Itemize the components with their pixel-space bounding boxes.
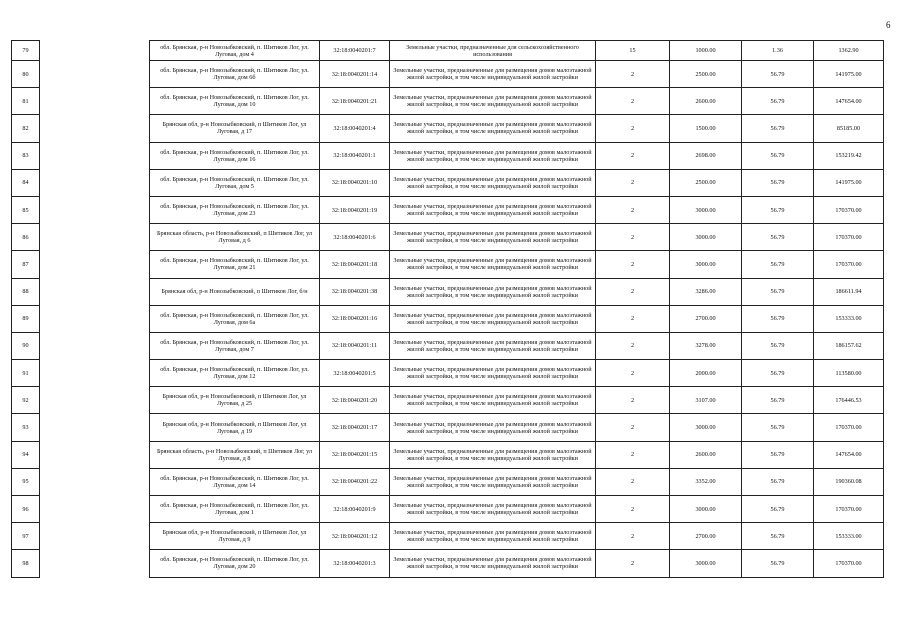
area-cell: 2600.00 [670, 441, 742, 468]
table-row [12, 468, 884, 495]
category-code-cell: 2 [596, 414, 670, 441]
category-code-cell: 2 [596, 224, 670, 251]
cadastral-value-cell: 141975.00 [814, 169, 884, 196]
cadastral-number-cell: 32:18:0040201:4 [320, 115, 390, 142]
land-use-cell: Земельные участки, предназначенные для размещения домов малоэтажной жилой застройки, в том числе индивидуальной жилой застройки [390, 387, 596, 414]
row-number-cell: 92 [12, 387, 40, 414]
rate-cell: 56.79 [742, 414, 814, 441]
row-number-cell: 82 [12, 115, 40, 142]
row-number-cell: 93 [12, 414, 40, 441]
spacer-cell [40, 224, 150, 251]
category-code-cell: 2 [596, 142, 670, 169]
cadastral-number-cell: 32:18:0040201:5 [320, 360, 390, 387]
rate-cell: 56.79 [742, 523, 814, 550]
category-code-cell: 2 [596, 360, 670, 387]
category-code-cell: 2 [596, 278, 670, 305]
cadastral-value-cell: 1362.90 [814, 41, 884, 61]
land-use-cell: Земельные участки, предназначенные для размещения домов малоэтажной жилой застройки, в том числе индивидуальной жилой застройки [390, 224, 596, 251]
address-cell: обл. Брянская, р-н Новозыбковский, п. Шитиков Лог, ул. Луговая, дом 5 [150, 169, 320, 196]
area-cell: 1500.00 [670, 115, 742, 142]
spacer-cell [40, 142, 150, 169]
table-body [12, 41, 884, 578]
category-code-cell: 2 [596, 61, 670, 88]
cadastral-number-cell: 32:18:0040201:17 [320, 414, 390, 441]
area-cell: 2500.00 [670, 169, 742, 196]
land-use-cell: Земельные участки, предназначенные для размещения домов малоэтажной жилой застройки, в том числе индивидуальной жилой застройки [390, 468, 596, 495]
spacer-cell [40, 196, 150, 223]
row-number-cell: 87 [12, 251, 40, 278]
cadastral-number-cell: 32:18:0040201:15 [320, 441, 390, 468]
cadastral-number-cell: 32:18:0040201:12 [320, 523, 390, 550]
land-use-cell: Земельные участки, предназначенные для размещения домов малоэтажной жилой застройки, в том числе индивидуальной жилой застройки [390, 88, 596, 115]
spacer-cell [40, 305, 150, 332]
land-use-cell: Земельные участки, предназначенные для размещения домов малоэтажной жилой застройки, в том числе индивидуальной жилой застройки [390, 196, 596, 223]
table-row [12, 88, 884, 115]
row-number-cell: 89 [12, 305, 40, 332]
spacer-cell [40, 468, 150, 495]
category-code-cell: 2 [596, 468, 670, 495]
spacer-cell [40, 360, 150, 387]
address-cell: Брянская область, р-н Новозыбковский, п Шитиков Лог, ул Луговая, д 6 [150, 224, 320, 251]
rate-cell: 56.79 [742, 305, 814, 332]
area-cell: 3000.00 [670, 196, 742, 223]
row-number-cell: 96 [12, 496, 40, 523]
category-code-cell: 2 [596, 169, 670, 196]
cadastral-value-cell: 85185.00 [814, 115, 884, 142]
cadastral-number-cell: 32:18:0040201:6 [320, 224, 390, 251]
page-number: 6 [886, 20, 891, 30]
rate-cell: 56.79 [742, 441, 814, 468]
rate-cell: 56.79 [742, 468, 814, 495]
area-cell: 3352.00 [670, 468, 742, 495]
spacer-cell [40, 387, 150, 414]
address-cell: Брянская обл, р-н Новозыбковский, п Шитиков Лог, ул Луговая, д 19 [150, 414, 320, 441]
rate-cell: 56.79 [742, 496, 814, 523]
rate-cell: 56.79 [742, 387, 814, 414]
table-row [12, 387, 884, 414]
cadastral-value-cell: 113580.00 [814, 360, 884, 387]
address-cell: обл. Брянская, р-н Новозыбковский, п. Шитиков Лог, ул. Луговая, дом 20 [150, 550, 320, 577]
rate-cell: 56.79 [742, 196, 814, 223]
land-use-cell: Земельные участки, предназначенные для размещения домов малоэтажной жилой застройки, в том числе индивидуальной жилой застройки [390, 251, 596, 278]
cadastral-value-cell: 153333.00 [814, 523, 884, 550]
area-cell: 2500.00 [670, 61, 742, 88]
cadastral-value-cell: 170370.00 [814, 496, 884, 523]
address-cell: обл. Брянская, р-н Новозыбковский, п. Шитиков Лог, ул. Луговая, дом 10 [150, 88, 320, 115]
cadastral-value-cell: 170370.00 [814, 224, 884, 251]
cadastral-number-cell: 32:18:0040201:38 [320, 278, 390, 305]
address-cell: обл. Брянская, р-н Новозыбковский, п. Шитиков Лог, ул. Луговая, дом 6б [150, 61, 320, 88]
category-code-cell: 2 [596, 441, 670, 468]
address-cell: обл. Брянская, р-н Новозыбковский, п. Шитиков Лог, ул. Луговая, дом 12 [150, 360, 320, 387]
cadastral-number-cell: 32:18:0040201:7 [320, 41, 390, 61]
table-row [12, 224, 884, 251]
area-cell: 2700.00 [670, 523, 742, 550]
row-number-cell: 83 [12, 142, 40, 169]
spacer-cell [40, 115, 150, 142]
area-cell: 3278.00 [670, 332, 742, 359]
table-row [12, 360, 884, 387]
land-use-cell: Земельные участки, предназначенные для размещения домов малоэтажной жилой застройки, в том числе индивидуальной жилой застройки [390, 360, 596, 387]
cadastral-value-cell: 170370.00 [814, 414, 884, 441]
cadastral-value-cell: 141975.00 [814, 61, 884, 88]
land-plots-table [11, 40, 884, 578]
area-cell: 2000.00 [670, 360, 742, 387]
address-cell: обл. Брянская, р-н Новозыбковский, п. Шитиков Лог, ул. Луговая, дом 21 [150, 251, 320, 278]
land-use-cell: Земельные участки, предназначенные для размещения домов малоэтажной жилой застройки, в том числе индивидуальной жилой застройки [390, 496, 596, 523]
address-cell: обл. Брянская, р-н Новозыбковский, п. Шитиков Лог, ул. Луговая, дом 7 [150, 332, 320, 359]
category-code-cell: 2 [596, 550, 670, 577]
address-cell: обл. Брянская, р-н Новозыбковский, п. Шитиков Лог, ул. Луговая, дом 23 [150, 196, 320, 223]
cadastral-value-cell: 186611.94 [814, 278, 884, 305]
rate-cell: 56.79 [742, 61, 814, 88]
cadastral-number-cell: 32:18:0040201:19 [320, 196, 390, 223]
cadastral-value-cell: 153333.00 [814, 305, 884, 332]
category-code-cell: 2 [596, 196, 670, 223]
row-number-cell: 97 [12, 523, 40, 550]
category-code-cell: 15 [596, 41, 670, 61]
category-code-cell: 2 [596, 88, 670, 115]
area-cell: 2698.00 [670, 142, 742, 169]
table-row [12, 305, 884, 332]
row-number-cell: 91 [12, 360, 40, 387]
land-use-cell: Земельные участки, предназначенные для размещения домов малоэтажной жилой застройки, в том числе индивидуальной жилой застройки [390, 61, 596, 88]
area-cell: 2700.00 [670, 305, 742, 332]
area-cell: 1000.00 [670, 41, 742, 61]
address-cell: Брянская обл, р-н Новозыбковский, п Шитиков Лог, ул Луговая, д 9 [150, 523, 320, 550]
rate-cell: 1.36 [742, 41, 814, 61]
rate-cell: 56.79 [742, 251, 814, 278]
spacer-cell [40, 88, 150, 115]
category-code-cell: 2 [596, 332, 670, 359]
table-row [12, 441, 884, 468]
category-code-cell: 2 [596, 387, 670, 414]
address-cell: Брянская обл, р-н Новозыбковский, п Шитиков Лог, ул Луговая, д 25 [150, 387, 320, 414]
row-number-cell: 90 [12, 332, 40, 359]
land-use-cell: Земельные участки, предназначенные для сельскохозяйственного использования [390, 41, 596, 61]
cadastral-value-cell: 153219.42 [814, 142, 884, 169]
rate-cell: 56.79 [742, 224, 814, 251]
row-number-cell: 86 [12, 224, 40, 251]
category-code-cell: 2 [596, 251, 670, 278]
address-cell: обл. Брянская, р-н Новозыбковский, п. Шитиков Лог, ул. Луговая, дом 1 [150, 496, 320, 523]
row-number-cell: 95 [12, 468, 40, 495]
rate-cell: 56.79 [742, 88, 814, 115]
spacer-cell [40, 61, 150, 88]
land-use-cell: Земельные участки, предназначенные для размещения домов малоэтажной жилой застройки, в том числе индивидуальной жилой застройки [390, 305, 596, 332]
cadastral-number-cell: 32:18:0040201:22 [320, 468, 390, 495]
row-number-cell: 80 [12, 61, 40, 88]
table-row [12, 169, 884, 196]
cadastral-number-cell: 32:18:0040201:3 [320, 550, 390, 577]
cadastral-number-cell: 32:18:0040201:16 [320, 305, 390, 332]
area-cell: 3286.00 [670, 278, 742, 305]
table-row [12, 196, 884, 223]
row-number-cell: 88 [12, 278, 40, 305]
row-number-cell: 85 [12, 196, 40, 223]
table-row [12, 142, 884, 169]
address-cell: Брянская обл, р-н Новозыбковский, п Шитиков Лог, ул Луговая, д 17 [150, 115, 320, 142]
rate-cell: 56.79 [742, 278, 814, 305]
table-row [12, 523, 884, 550]
rate-cell: 56.79 [742, 115, 814, 142]
spacer-cell [40, 441, 150, 468]
cadastral-number-cell: 32:18:0040201:11 [320, 332, 390, 359]
area-cell: 3000.00 [670, 550, 742, 577]
rate-cell: 56.79 [742, 332, 814, 359]
cadastral-value-cell: 176446.53 [814, 387, 884, 414]
table-row [12, 115, 884, 142]
row-number-cell: 79 [12, 41, 40, 61]
cadastral-value-cell: 170370.00 [814, 196, 884, 223]
rate-cell: 56.79 [742, 550, 814, 577]
table-row [12, 550, 884, 577]
address-cell: Брянская обл, р-н Новозыбковский, п Шитиков Лог, б/н [150, 278, 320, 305]
land-use-cell: Земельные участки, предназначенные для размещения домов малоэтажной жилой застройки, в том числе индивидуальной жилой застройки [390, 332, 596, 359]
address-cell: обл. Брянская, р-н Новозыбковский, п. Шитиков Лог, ул. Луговая, дом 6а [150, 305, 320, 332]
cadastral-number-cell: 32:18:0040201:21 [320, 88, 390, 115]
land-use-cell: Земельные участки, предназначенные для размещения домов малоэтажной жилой застройки, в том числе индивидуальной жилой застройки [390, 441, 596, 468]
cadastral-value-cell: 147654.00 [814, 88, 884, 115]
spacer-cell [40, 496, 150, 523]
table-row [12, 414, 884, 441]
land-use-cell: Земельные участки, предназначенные для размещения домов малоэтажной жилой застройки, в том числе индивидуальной жилой застройки [390, 115, 596, 142]
area-cell: 3107.00 [670, 387, 742, 414]
address-cell: обл. Брянская, р-н Новозыбковский, п. Шитиков Лог, ул. Луговая, дом 14 [150, 468, 320, 495]
cadastral-number-cell: 32:18:0040201:20 [320, 387, 390, 414]
land-use-cell: Земельные участки, предназначенные для размещения домов малоэтажной жилой застройки, в том числе индивидуальной жилой застройки [390, 169, 596, 196]
cadastral-number-cell: 32:18:0040201:18 [320, 251, 390, 278]
land-use-cell: Земельные участки, предназначенные для размещения домов малоэтажной жилой застройки, в том числе индивидуальной жилой застройки [390, 142, 596, 169]
spacer-cell [40, 332, 150, 359]
address-cell: обл. Брянская, р-н Новозыбковский, п. Шитиков Лог, ул. Луговая, дом 16 [150, 142, 320, 169]
row-number-cell: 84 [12, 169, 40, 196]
cadastral-number-cell: 32:18:0040201:14 [320, 61, 390, 88]
cadastral-value-cell: 186157.62 [814, 332, 884, 359]
table-row [12, 61, 884, 88]
row-number-cell: 94 [12, 441, 40, 468]
area-cell: 3000.00 [670, 496, 742, 523]
area-cell: 3000.00 [670, 251, 742, 278]
spacer-cell [40, 278, 150, 305]
spacer-cell [40, 414, 150, 441]
category-code-cell: 2 [596, 496, 670, 523]
land-use-cell: Земельные участки, предназначенные для размещения домов малоэтажной жилой застройки, в том числе индивидуальной жилой застройки [390, 278, 596, 305]
area-cell: 3000.00 [670, 224, 742, 251]
land-use-cell: Земельные участки, предназначенные для размещения домов малоэтажной жилой застройки, в том числе индивидуальной жилой застройки [390, 550, 596, 577]
table-row [12, 496, 884, 523]
rate-cell: 56.79 [742, 169, 814, 196]
table-row [12, 251, 884, 278]
land-use-cell: Земельные участки, предназначенные для размещения домов малоэтажной жилой застройки, в том числе индивидуальной жилой застройки [390, 414, 596, 441]
rate-cell: 56.79 [742, 360, 814, 387]
address-cell: обл. Брянская, р-н Новозыбковский, п. Шитиков Лог, ул. Луговая, дом 4 [150, 41, 320, 61]
table-row [12, 332, 884, 359]
category-code-cell: 2 [596, 305, 670, 332]
spacer-cell [40, 169, 150, 196]
area-cell: 3000.00 [670, 414, 742, 441]
category-code-cell: 2 [596, 523, 670, 550]
cadastral-number-cell: 32:18:0040201:10 [320, 169, 390, 196]
spacer-cell [40, 41, 150, 61]
spacer-cell [40, 550, 150, 577]
row-number-cell: 98 [12, 550, 40, 577]
land-use-cell: Земельные участки, предназначенные для размещения домов малоэтажной жилой застройки, в том числе индивидуальной жилой застройки [390, 523, 596, 550]
area-cell: 2600.00 [670, 88, 742, 115]
category-code-cell: 2 [596, 115, 670, 142]
cadastral-number-cell: 32:18:0040201:9 [320, 496, 390, 523]
cadastral-value-cell: 147654.00 [814, 441, 884, 468]
spacer-cell [40, 523, 150, 550]
cadastral-number-cell: 32:18:0040201:1 [320, 142, 390, 169]
spacer-cell [40, 251, 150, 278]
cadastral-value-cell: 170370.00 [814, 251, 884, 278]
rate-cell: 56.79 [742, 142, 814, 169]
table-row [12, 41, 884, 61]
cadastral-value-cell: 190360.08 [814, 468, 884, 495]
table-row [12, 278, 884, 305]
address-cell: Брянская область, р-н Новозыбковский, п Шитиков Лог, ул Луговая, д 8 [150, 441, 320, 468]
row-number-cell: 81 [12, 88, 40, 115]
cadastral-value-cell: 170370.00 [814, 550, 884, 577]
